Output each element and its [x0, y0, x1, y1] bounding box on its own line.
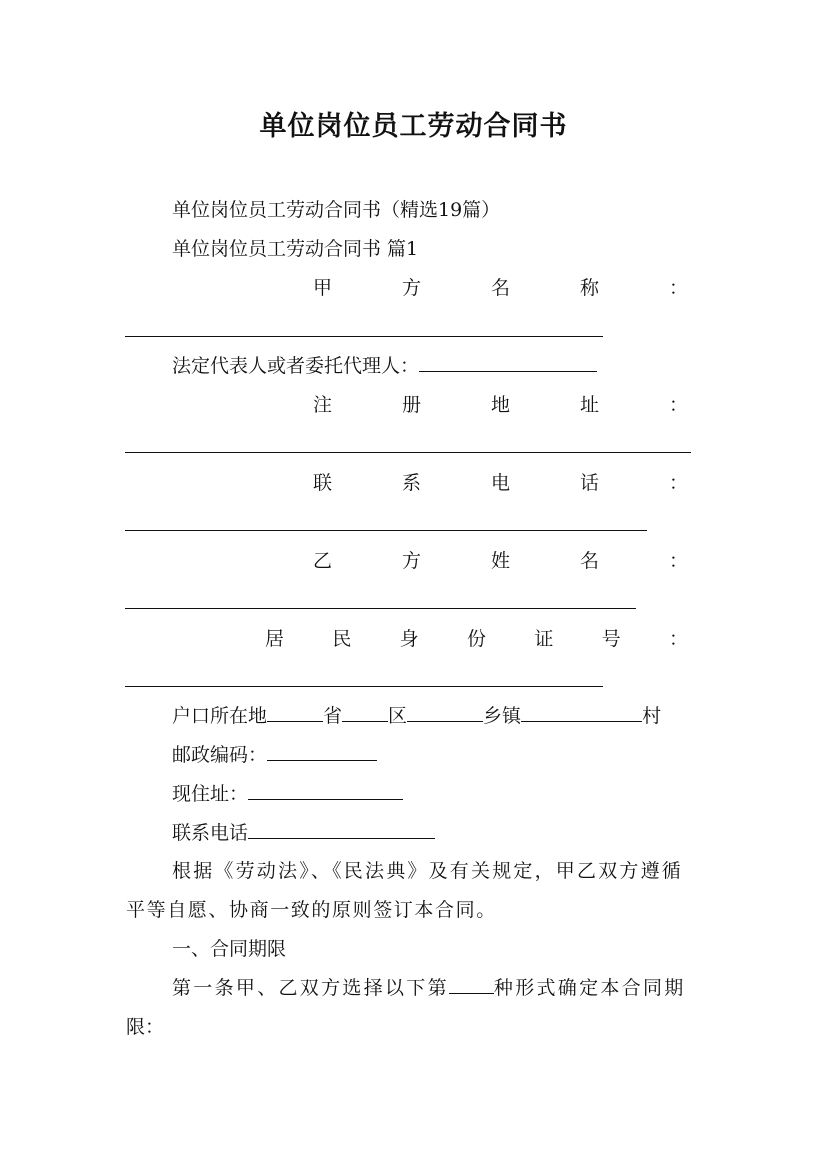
label-char: 姓 — [490, 550, 510, 572]
label-char: 注 — [313, 394, 333, 416]
party-a-name-blank[interactable] — [125, 336, 603, 337]
postcode-label: 邮政编码： — [172, 744, 268, 766]
label-char: 地 — [490, 394, 510, 416]
basis-paragraph-line2: 平等自愿、协商一致的原则签订本合同。 — [126, 899, 497, 921]
party-b-phone-label: 联系电话 — [172, 822, 249, 844]
label-char: ： — [668, 550, 688, 572]
village-blank[interactable] — [521, 720, 642, 722]
label-char: 方 — [401, 550, 421, 572]
id-number-label — [265, 630, 688, 649]
village-label: 村 — [642, 705, 662, 727]
label-char: ： — [668, 472, 688, 494]
party-b-phone-row — [172, 824, 435, 843]
article-1-text: 第一条甲、乙双方选择以下第 — [172, 977, 449, 999]
party-b-name-blank[interactable] — [125, 608, 636, 609]
label-char: 甲 — [313, 277, 333, 299]
district-label: 区 — [388, 705, 408, 727]
town-blank[interactable] — [407, 720, 483, 722]
article-1-line2: 限： — [126, 1016, 165, 1038]
current-address-blank[interactable] — [248, 798, 403, 800]
label-char: ： — [668, 628, 688, 650]
province-label: 省 — [323, 705, 343, 727]
label-char: 名 — [490, 277, 510, 299]
label-char: ： — [668, 277, 688, 299]
town-label: 乡镇 — [483, 705, 522, 727]
label-char: 话 — [579, 472, 599, 494]
reg-address-label — [313, 396, 688, 415]
subtitle: 单位岗位员工劳动合同书（精选19篇） — [172, 199, 501, 221]
postcode-blank[interactable] — [267, 759, 377, 761]
article-1-text-cont: 种形式确定本合同期 — [493, 977, 686, 999]
basis-paragraph-line1: 根据《劳动法》、《民法典》及有关规定，甲乙双方遵循 — [172, 860, 684, 882]
label-char: 身 — [399, 628, 419, 650]
article-1-line1 — [172, 979, 686, 998]
party-b-name-label — [313, 552, 688, 571]
province-blank[interactable] — [267, 720, 323, 722]
hukou-row — [172, 707, 661, 726]
current-address-label: 现住址： — [172, 783, 249, 805]
district-blank[interactable] — [342, 720, 388, 722]
party-a-name-label — [313, 279, 688, 298]
current-address-row — [172, 785, 403, 804]
label-char: 号 — [601, 628, 621, 650]
section-heading: 单位岗位员工劳动合同书 篇1 — [172, 238, 419, 260]
hukou-label: 户口所在地 — [172, 705, 268, 727]
label-char: 址 — [579, 394, 599, 416]
legal-rep-row — [172, 357, 597, 376]
label-char: ： — [668, 394, 688, 416]
label-char: 证 — [534, 628, 554, 650]
document-title: 单位岗位员工劳动合同书 — [259, 111, 568, 142]
legal-rep-blank[interactable] — [419, 370, 597, 372]
party-a-phone-blank[interactable] — [125, 530, 647, 531]
contract-form-blank[interactable] — [449, 992, 494, 994]
label-char: 名 — [579, 550, 599, 572]
legal-rep-label: 法定代表人或者委托代理人： — [172, 355, 420, 377]
label-char: 民 — [332, 628, 352, 650]
postcode-row — [172, 746, 377, 765]
party-a-phone-label — [313, 474, 688, 493]
label-char: 称 — [579, 277, 599, 299]
reg-address-blank[interactable] — [125, 452, 691, 453]
label-char: 方 — [401, 277, 421, 299]
party-b-phone-blank[interactable] — [248, 837, 435, 839]
label-char: 联 — [313, 472, 333, 494]
id-number-blank[interactable] — [125, 686, 603, 687]
label-char: 电 — [490, 472, 510, 494]
chapter-heading: 一、合同期限 — [172, 938, 287, 960]
label-char: 份 — [466, 628, 486, 650]
label-char: 册 — [401, 394, 421, 416]
label-char: 乙 — [313, 550, 333, 572]
label-char: 居 — [265, 628, 285, 650]
label-char: 系 — [401, 472, 421, 494]
